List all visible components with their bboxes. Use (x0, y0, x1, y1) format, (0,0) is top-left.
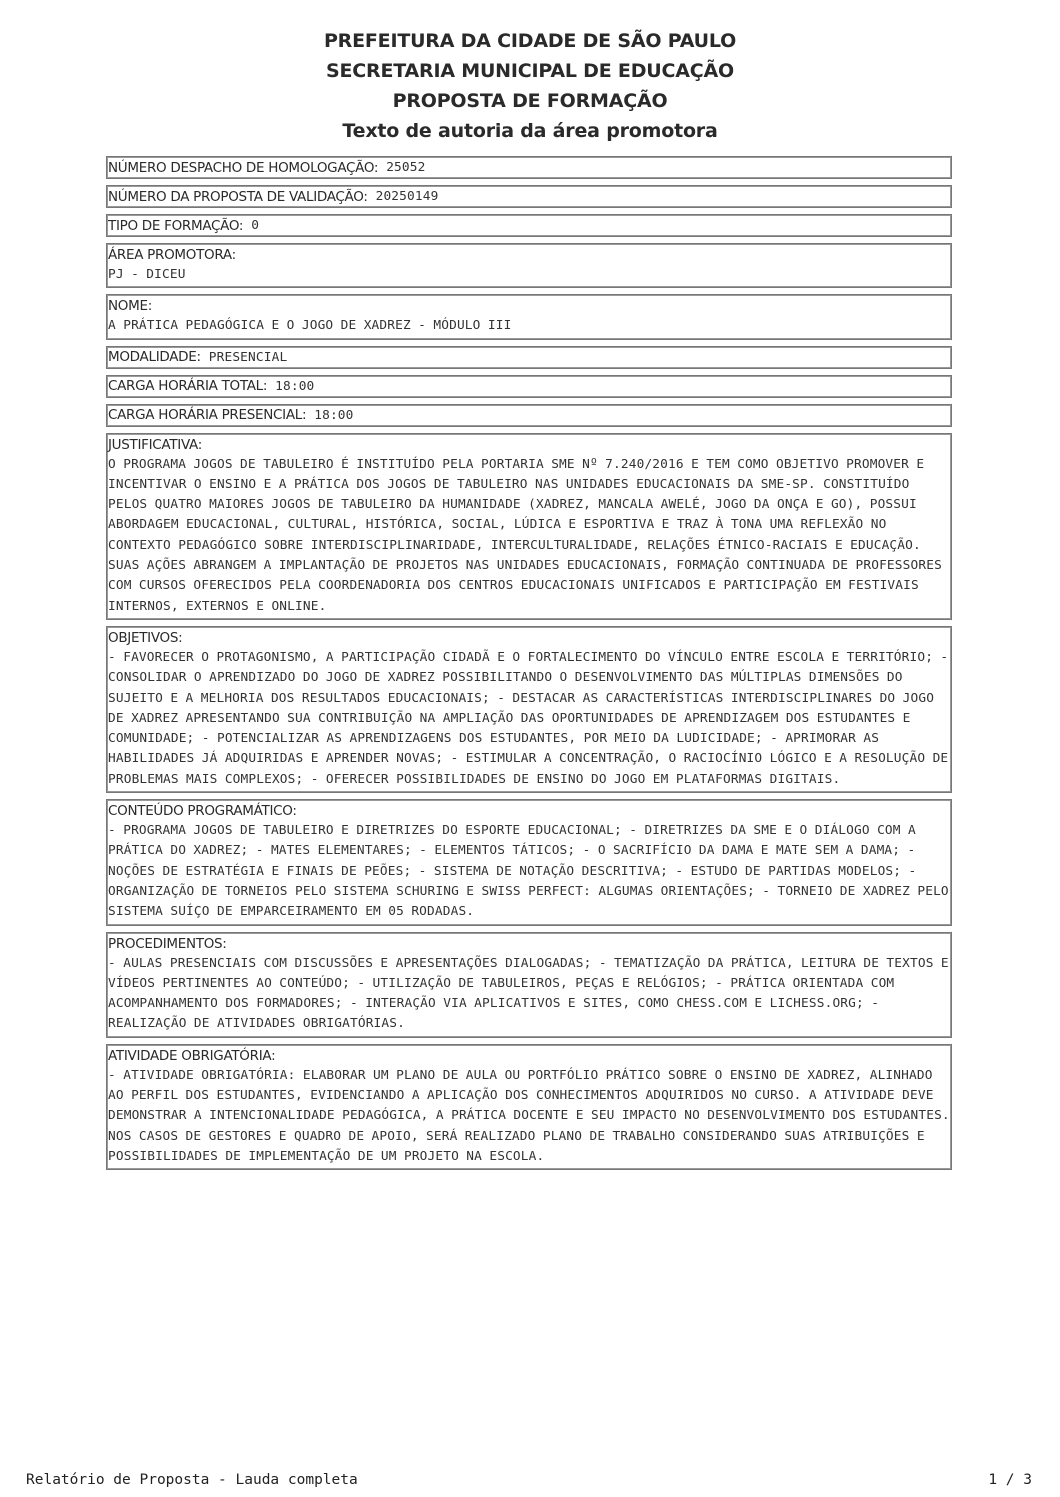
field-justificativa (106, 433, 952, 620)
field-modalidade (106, 346, 952, 369)
field-justificativa-value: O PROGRAMA JOGOS DE TABULEIRO É INSTITUÍDO PELA PORTARIA SME Nº 7.240/2016 E TEM COMO OBJETIVO PROMOVER E INCENTIVAR O ENSINO E A PRÁTICA DOS JOGOS DE TABULEIRO NAS UNIDADES EDUCACIONAIS DA SME-SP. CONSTITUÍDO PELOS QUATRO MAIORES JOGOS DE TABULEIRO DA HUMANIDADE (XADREZ, MANCALA AWELÉ, JOGO DA ONÇA E GO), POSSUI ABORDAGEM EDUCACIONAL, CULTURAL, HISTÓRICA, SOCIAL, LÚDICA E ESPORTIVA E TRAZ À TONA UMA REFLEXÃO NO CONTEXTO PEDAGÓGICO SOBRE INTERDISCIPLINARIDADE, INTERCULTURALIDADE, RELAÇÕES ÉTNICO-RACIAIS E EDUCAÇÃO. SUAS AÇÕES ABRANGEM A IMPLANTAÇÃO DE PROJETOS NAS UNIDADES EDUCACIONAIS, FORMAÇÃO CONTINUADA DE PROFESSORES COM CURSOS OFERECIDOS PELA COORDENADORIA DOS CENTROS EDUCACIONAIS UNIFICADOS E PARTICIPAÇÃO EM FESTIVAIS INTERNOS, EXTERNOS E ONLINE. (108, 456, 942, 614)
field-objetivos-value: - FAVORECER O PROTAGONISMO, A PARTICIPAÇÃO CIDADÃ E O FORTALECIMENTO DO VÍNCULO ENTRE ESCOLA E TERRITÓRIO; - CONSOLIDAR O APRENDIZADO DO JOGO DE XADREZ POSSIBILITANDO O DESENVOLVIMENTO DAS MÚLTIPLAS DIMENSÕES DO SUJEITO E A MELHORIA DOS RESULTADOS EDUCACIONAIS; - DESTACAR AS CARACTERÍSTICAS INTERDISCIPLINARES DO JOGO DE XADREZ APRESENTANDO SUA CONTRIBUIÇÃO NA AMPLIAÇÃO DAS OPORTUNIDADES DE APRENDIZAGEM DOS ESTUDANTES E COMUNIDADE; - POTENCIALIZAR AS APRENDIZAGENS DOS ESTUDANTES, POR MEIO DA LUDICIDADE; - APRIMORAR AS HABILIDADES JÁ ADQUIRIDAS E APRENDER NOVAS; - ESTIMULAR A CONCENTRAÇÃO, O RACIOCÍNIO LÓGICO E A RESOLUÇÃO DE PROBLEMAS MAIS COMPLEXOS; - OFERECER POSSIBILIDADES DE ENSINO DO JOGO EM PLATAFORMAS DIGITAIS. (108, 649, 949, 787)
field-objetivos (106, 626, 952, 793)
field-nome-label: NOME: (108, 298, 152, 315)
field-justificativa-label: JUSTIFICATIVA: (108, 436, 202, 453)
field-despacho-value: 25052 (386, 160, 426, 175)
field-proposta-label: NÚMERO DA PROPOSTA DE VALIDAÇÃO: (108, 188, 368, 205)
field-atividade-value: - ATIVIDADE OBRIGATÓRIA: ELABORAR UM PLANO DE AULA OU PORTFÓLIO PRÁTICO SOBRE O ENSINO DE XADREZ, ALINHADO AO PERFIL DOS ESTUDANTES, EVIDENCIANDO A APLICAÇÃO DOS CONHECIMENTOS ADQUIRIDOS NO CURSO. A ATIVIDADE DEVE DEMONSTRAR A INTENCIONALIDADE PEDAGÓGICA, A PRÁTICA DOCENTE E SEU IMPACTO NO DESENVOLVIMENTO DOS ESTUDANTES. NOS CASOS DE GESTORES E QUADRO DE APOIO, SERÁ REALIZADO PLANO DE TRABALHO CONSIDERANDO SUAS ATRIBUIÇÕES E POSSIBILIDADES DE IMPLEMENTAÇÃO DE UM PROJETO NA ESCOLA. (108, 1067, 950, 1164)
field-despacho (106, 156, 952, 179)
field-tipo (106, 214, 952, 237)
header-subtitle: Texto de autoria da área promotora (342, 120, 718, 142)
field-conteudo-label: CONTEÚDO PROGRAMÁTICO: (108, 803, 297, 820)
field-modalidade-label: MODALIDADE: (108, 349, 201, 366)
field-proposta (106, 185, 952, 208)
field-conteudo-value: - PROGRAMA JOGOS DE TABULEIRO E DIRETRIZES DO ESPORTE EDUCACIONAL; - DIRETRIZES DA SME E O DIÁLOGO COM A PRÁTICA DO XADREZ; - MATES ELEMENTARES; - ELEMENTOS TÁTICOS; - O SACRIFÍCIO DA DAMA E MATE SEM A DAMA; - NOÇÕES DE ESTRATÉGIA E FINAIS DE PEÕES; - SISTEMA DE NOTAÇÃO DESCRITIVA; - ESTUDO DE PARTIDAS MODELOS; - ORGANIZAÇÃO DE TORNEIOS PELO SISTEMA SCHURING E SWISS PERFECT: ALGUMAS ORIENTAÇÕES; - TORNEIO DE XADREZ PELO SISTEMA SUÍÇO DE EMPARCEIRAMENTO EM 05 RODADAS. (108, 823, 949, 920)
field-carga-presencial-value: 18:00 (314, 407, 354, 423)
field-carga-presencial (106, 404, 952, 427)
field-atividade (106, 1044, 952, 1170)
header-city: PREFEITURA DA CIDADE DE SÃO PAULO (323, 30, 737, 52)
header-proposta: PROPOSTA DE FORMAÇÃO (392, 90, 668, 112)
field-nome-value: A PRÁTICA PEDAGÓGICA E O JOGO DE XADREZ - MÓDULO III (108, 318, 512, 334)
field-procedimentos-value: - AULAS PRESENCIAIS COM DISCUSSÕES E APRESENTAÇÕES DIALOGADAS; - TEMATIZAÇÃO DA PRÁTICA, LEITURA DE TEXTOS E VÍDEOS PERTINENTES AO CONTEÚDO; - UTILIZAÇÃO DE TABULEIROS, PEÇAS E RELÓGIOS; - PRÁTICA ORIENTADA COM ACOMPANHAMENTO DOS FORMADORES; - INTERAÇÃO VIA APLICATIVOS E SITES, COMO CHESS.COM E LICHESS.ORG; - REALIZAÇÃO DE ATIVIDADES OBRIGATÓRIAS. (108, 955, 949, 1032)
field-carga-presencial-label: CARGA HORÁRIA PRESENCIAL: (108, 407, 307, 424)
field-procedimentos-label: PROCEDIMENTOS: (108, 935, 227, 952)
field-carga-total-label: CARGA HORÁRIA TOTAL: (108, 378, 268, 395)
field-atividade-label: ATIVIDADE OBRIGATÓRIA: (108, 1047, 276, 1064)
field-area (106, 243, 952, 288)
field-conteudo (106, 799, 952, 925)
document-header (0, 26, 1060, 146)
header-secretaria: SECRETARIA MUNICIPAL DE EDUCAÇÃO (326, 60, 734, 82)
field-carga-total (106, 375, 952, 398)
page-footer (26, 1472, 1032, 1488)
footer-page-number: 1 / 3 (988, 1472, 1032, 1488)
footer-report-title: Relatório de Proposta - Lauda completa (26, 1472, 358, 1488)
field-area-label: ÁREA PROMOTORA: (108, 247, 236, 263)
field-area-value: PJ - DICEU (108, 267, 186, 282)
field-procedimentos (106, 932, 952, 1038)
field-nome (106, 294, 952, 339)
field-despacho-label: NÚMERO DESPACHO DE HOMOLOGAÇÃO: (108, 159, 379, 176)
form-content (106, 156, 952, 1176)
field-tipo-value: 0 (251, 218, 260, 233)
field-modalidade-value: PRESENCIAL (208, 349, 288, 365)
field-proposta-value: 20250149 (375, 189, 439, 204)
field-tipo-label: TIPO DE FORMAÇÃO: (108, 217, 244, 234)
field-carga-total-value: 18:00 (275, 378, 315, 394)
field-objetivos-label: OBJETIVOS: (108, 629, 183, 646)
